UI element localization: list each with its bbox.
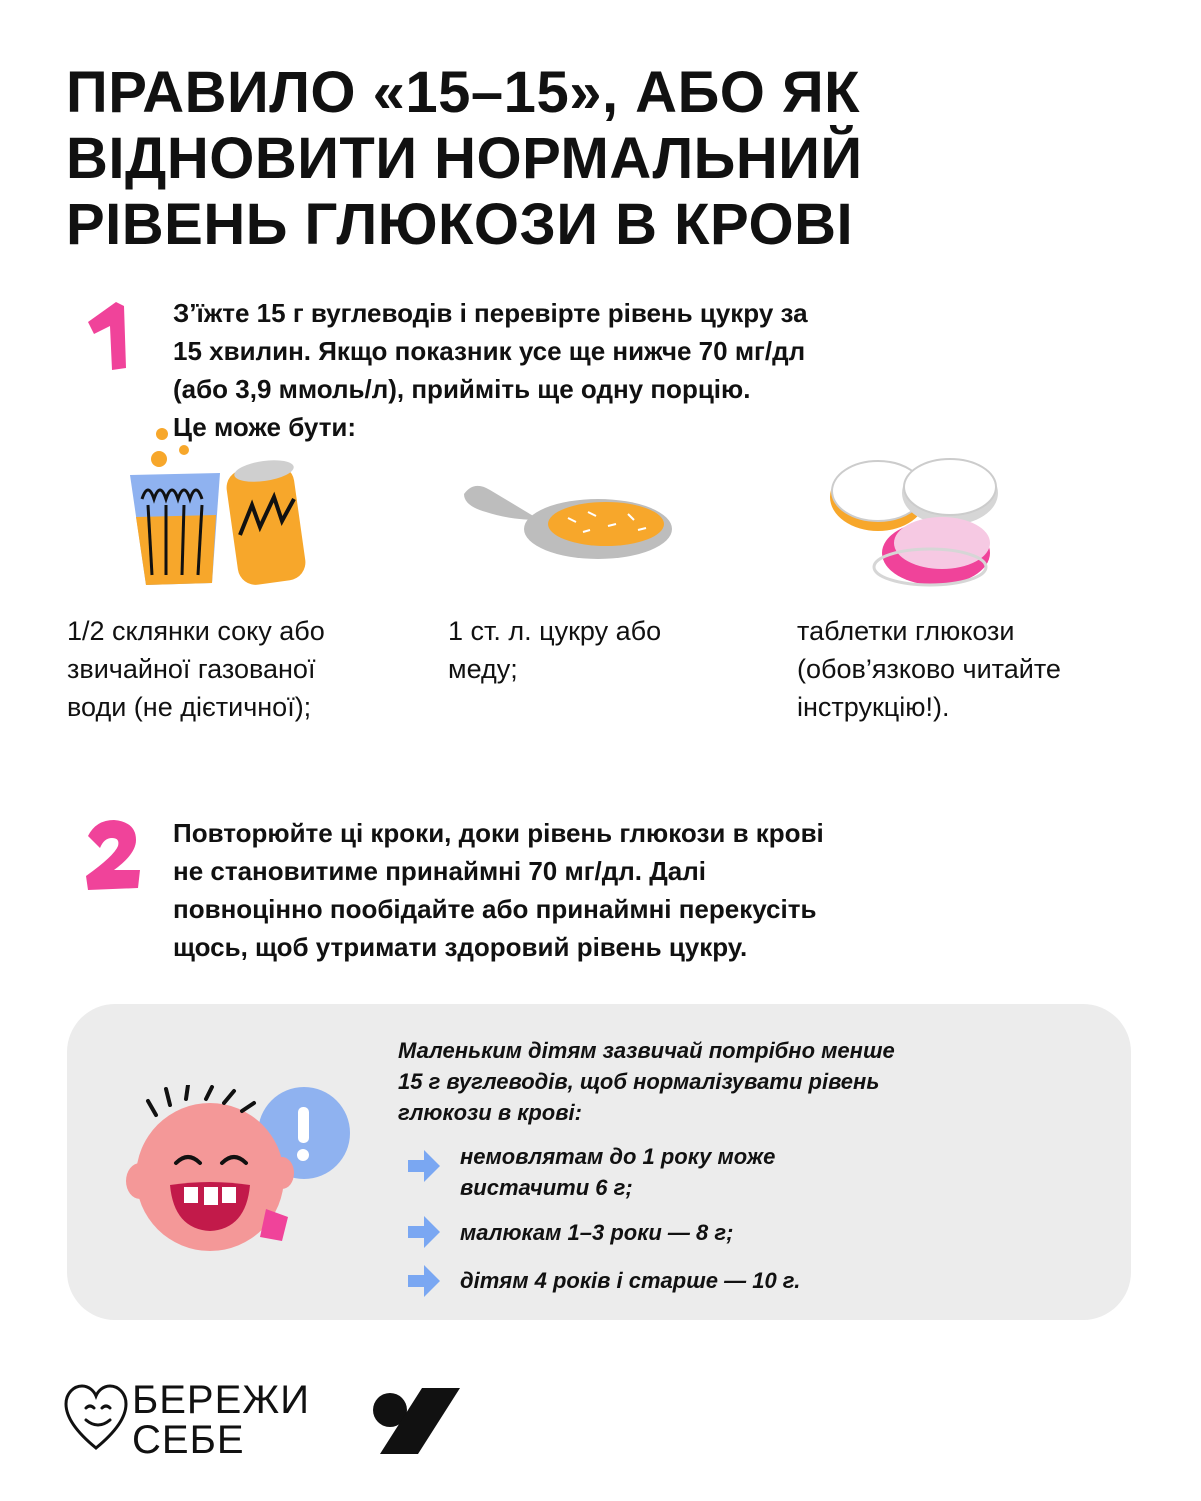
caption-line: інструкцію!). (797, 692, 950, 722)
step-1-line: 15 хвилин. Якщо показник усе ще нижче 70 мг/дл (173, 336, 806, 366)
option-caption-juice (67, 612, 325, 726)
title-line: ПРАВИЛО «15–15», АБО ЯК (66, 60, 861, 125)
arrow-right-icon (406, 1214, 442, 1250)
arrow-right-icon (406, 1263, 442, 1299)
brand-line: БЕРЕЖИ (132, 1378, 310, 1422)
bullet-line: вистачити 6 г; (460, 1175, 633, 1200)
note-intro-line: глюкози в крові: (398, 1100, 582, 1125)
caption-line: звичайної газованої (67, 654, 316, 684)
step-2-line: не становитиме принаймні 70 мг/дл. Далі (173, 856, 706, 886)
note-intro-line: 15 г вуглеводів, щоб нормалізувати рівень (398, 1069, 880, 1094)
note-bullet-infants (460, 1141, 775, 1203)
step-1-line: (або 3,9 ммоль/л), прийміть ще одну порцію. (173, 374, 751, 404)
step-1-line: Це може бути: (173, 412, 357, 442)
title-line: РІВЕНЬ ГЛЮКОЗИ В КРОВІ (66, 192, 854, 257)
step-2-line: Повторюйте ці кроки, доки рівень глюкози в крові (173, 818, 824, 848)
caption-line: меду; (448, 654, 518, 684)
caption-line: 1/2 склянки соку або (67, 616, 325, 646)
bullet-line: дітям 4 років і старше — 10 г. (460, 1268, 801, 1293)
step-2-line: повноцінно пообідайте або принаймні перекусіть (173, 894, 817, 924)
brand-line: СЕБЕ (132, 1418, 245, 1462)
note-intro (398, 1035, 895, 1128)
step-1-number-icon (80, 296, 140, 376)
brand-name (132, 1380, 310, 1460)
title-line: ВІДНОВИТИ НОРМАЛЬНИЙ (66, 126, 863, 191)
step-1-line: З’їжте 15 г вуглеводів і перевірте рівень цукру за (173, 298, 808, 328)
laughing-child-icon (126, 1085, 356, 1260)
step-2-number-icon (82, 818, 144, 892)
glucose-tablets-icon (826, 455, 1006, 595)
step-2-line: щось, щоб утримати здоровий рівень цукру. (173, 932, 748, 962)
caption-line: (обов’язково читайте (797, 654, 1061, 684)
caption-line: води (не дієтичної); (67, 692, 312, 722)
partner-logo-icon (372, 1386, 462, 1456)
spoon-of-sugar-icon (458, 474, 678, 564)
note-bullet-toddlers (460, 1217, 733, 1248)
note-intro-line: Маленьким дітям зазвичай потрібно менше (398, 1038, 895, 1063)
caption-line: таблетки глюкози (797, 616, 1015, 646)
caption-line: 1 ст. л. цукру або (448, 616, 662, 646)
page-title (66, 60, 1146, 258)
juice-and-soda-icon (126, 425, 316, 590)
step-2-text (173, 814, 824, 966)
option-caption-tablets (797, 612, 1061, 726)
option-caption-sugar (448, 612, 661, 688)
note-bullet-children (460, 1265, 800, 1296)
heart-smile-icon (64, 1384, 128, 1452)
bullet-line: немовлятам до 1 року може (460, 1144, 776, 1169)
bullet-line: малюкам 1–3 роки — 8 г; (460, 1220, 734, 1245)
arrow-right-icon (406, 1148, 442, 1184)
step-1-text (173, 294, 808, 446)
